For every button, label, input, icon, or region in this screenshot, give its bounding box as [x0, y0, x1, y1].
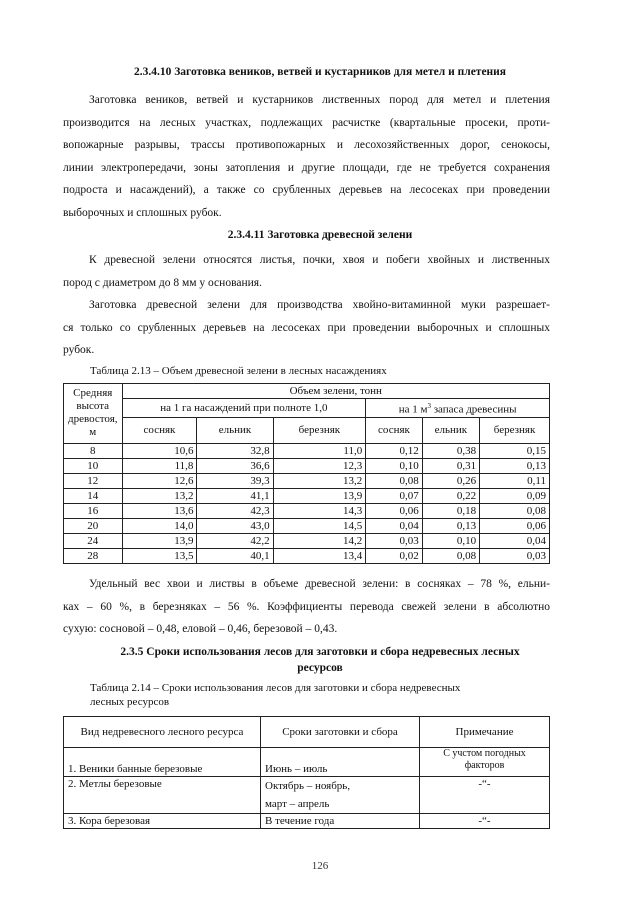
cell-note: -“- [420, 814, 550, 829]
cell-terms-line: Октябрь – ноябрь, [265, 780, 351, 792]
cell-height: 12 [64, 473, 123, 488]
cell-volume: 0,15 [480, 443, 550, 458]
text-line: подроста и насаждений), а также со срубленных деревьев на лесосеках при проведении [63, 184, 550, 196]
cell-volume: 0,04 [480, 533, 550, 548]
caption-line: лесных ресурсов [90, 696, 170, 708]
paragraph-greenery-definition [63, 249, 550, 294]
table-header-row [64, 399, 550, 418]
cell-volume: 14,5 [273, 518, 366, 533]
cell-volume: 0,09 [480, 488, 550, 503]
cell-volume: 0,11 [480, 473, 550, 488]
cell-note: С учстом погодных факторов [420, 748, 550, 777]
cell-terms [261, 777, 420, 814]
cell-volume: 0,08 [422, 548, 479, 563]
header-species: ельник [197, 417, 273, 443]
text-line: ся только со срубленных деревьев на лесосеках при проведении выборочных и сплошных [63, 321, 550, 334]
heading-line: 2.3.5 Сроки использования лесов для заготовки и сбора недревесных лесных [120, 646, 520, 658]
cell-volume: 13,5 [122, 548, 197, 563]
table-row [64, 548, 550, 563]
cell-volume: 40,1 [197, 548, 273, 563]
text-line: Заготовка древесной зелени для производства хвойно-витаминной муки разрешает- [89, 299, 550, 311]
text-line: К древесной зелени относятся листья, почки, хвоя и побеги хвойных и лиственных [89, 254, 550, 266]
cell-volume: 13,9 [122, 533, 197, 548]
cell-volume: 0,08 [366, 473, 422, 488]
cell-volume: 12,3 [273, 458, 366, 473]
cell-volume: 13,9 [273, 488, 366, 503]
cell-height: 10 [64, 458, 123, 473]
cell-height: 16 [64, 503, 123, 518]
cell-volume: 13,4 [273, 548, 366, 563]
paragraph-coefficients [63, 573, 550, 641]
header-group-per-m3-post: запаса древесины [430, 403, 517, 416]
table-row [64, 814, 550, 829]
cell-note: -“- [420, 777, 550, 814]
page-number: 126 [311, 860, 329, 872]
cell-volume: 12,6 [122, 473, 197, 488]
cell-volume: 36,6 [197, 458, 273, 473]
header-volume: Объем зелени, тонн [122, 384, 549, 399]
heading-2-3-4-10: 2.3.4.10 Заготовка веников, ветвей и кустарников для метел и плетения [133, 66, 507, 78]
cell-volume: 32,8 [197, 443, 273, 458]
heading-line: ресурсов [297, 662, 343, 674]
text-line: рубок. [63, 344, 95, 356]
cell-volume: 14,3 [273, 503, 366, 518]
caption-line: Таблица 2.14 – Сроки использования лесов для заготовки и сбора недревесных [90, 682, 461, 694]
cell-volume: 0,13 [480, 458, 550, 473]
header-species: ельник [422, 417, 479, 443]
cell-volume: 11,8 [122, 458, 197, 473]
table-row [64, 518, 550, 533]
text-line: сухую: сосновой – 0,48, еловой – 0,46, березовой – 0,43. [63, 623, 338, 635]
table-row [64, 748, 550, 777]
cell-terms: В течение года [261, 814, 420, 829]
cell-height: 24 [64, 533, 123, 548]
text-line: выборочных и сплошных рубок. [63, 206, 222, 219]
header-height: Средняя высота древостоя, м [64, 384, 123, 444]
cell-volume: 0,03 [480, 548, 550, 563]
cell-volume: 0,06 [366, 503, 422, 518]
table-2-13 [63, 383, 550, 564]
table-row [64, 488, 550, 503]
cell-volume: 39,3 [197, 473, 273, 488]
header-species: березняк [480, 417, 550, 443]
cell-volume: 0,10 [366, 458, 422, 473]
table-row [64, 777, 550, 814]
table-header-row [64, 384, 550, 399]
header-note: Примечание [420, 717, 550, 748]
cell-volume: 14,2 [273, 533, 366, 548]
cell-height: 20 [64, 518, 123, 533]
header-group-per-m3 [366, 399, 550, 418]
paragraph-2-3-4-10 [63, 89, 550, 224]
table-row [64, 443, 550, 458]
cell-volume: 0,07 [366, 488, 422, 503]
table-row [64, 473, 550, 488]
cell-volume: 0,18 [422, 503, 479, 518]
header-group-per-ha: на 1 га насаждений при полноте 1,0 [122, 399, 366, 418]
table-row [64, 458, 550, 473]
text-line: вопожарные разрывы, трассы противопожарных и лесохозяйственных дорог, сенокосы, [63, 139, 550, 151]
cell-volume: 14,0 [122, 518, 197, 533]
cell-volume: 0,38 [422, 443, 479, 458]
table-2-13-caption: Таблица 2.13 – Объем древесной зелени в лесных насаждениях [90, 365, 387, 377]
cell-volume: 0,10 [422, 533, 479, 548]
cell-volume: 0,22 [422, 488, 479, 503]
cell-volume: 43,0 [197, 518, 273, 533]
table-2-13-body [64, 443, 550, 563]
header-group-per-m3-sup: 3 [427, 402, 431, 410]
table-header-row [64, 417, 550, 443]
text-line: Заготовка веников, ветвей и кустарников лиственных пород для метел и плетения [89, 94, 550, 106]
cell-volume: 0,12 [366, 443, 422, 458]
cell-volume: 13,2 [122, 488, 197, 503]
header-species: сосняк [366, 417, 422, 443]
cell-volume: 0,06 [480, 518, 550, 533]
cell-resource: 2. Метлы березовые [64, 777, 261, 814]
cell-terms: Июнь – июль [261, 748, 420, 777]
cell-volume: 42,3 [197, 503, 273, 518]
table-2-14-caption [90, 681, 460, 709]
cell-volume: 10,6 [122, 443, 197, 458]
cell-volume: 0,13 [422, 518, 479, 533]
header-group-per-m3-pre: на 1 м [398, 403, 428, 416]
table-2-14 [63, 716, 550, 829]
table-row [64, 533, 550, 548]
heading-2-3-4-11: 2.3.4.11 Заготовка древесной зелени [227, 229, 413, 241]
cell-volume: 41,1 [197, 488, 273, 503]
cell-volume: 0,03 [366, 533, 422, 548]
cell-resource: 3. Кора березовая [64, 814, 261, 829]
text-line: производится на лесных участках, подлежащих расчистке (квартальные просеки, проти- [63, 116, 550, 129]
text-line: Удельный вес хвои и листвы в объеме древесной зелени: в сосняках – 78 %, ельни- [89, 578, 550, 590]
cell-volume: 11,0 [273, 443, 366, 458]
cell-height: 28 [64, 548, 123, 563]
table-header-row [64, 717, 550, 748]
heading-2-3-5 [80, 644, 560, 676]
paragraph-greenery-harvest [63, 294, 550, 362]
header-species: сосняк [122, 417, 197, 443]
cell-volume: 13,2 [273, 473, 366, 488]
header-species: березняк [273, 417, 366, 443]
header-terms: Сроки заготовки и сбора [261, 717, 420, 748]
cell-resource: 1. Веники банные березовые [64, 748, 261, 777]
cell-volume: 0,02 [366, 548, 422, 563]
cell-volume: 0,31 [422, 458, 479, 473]
cell-volume: 0,08 [480, 503, 550, 518]
cell-volume: 0,04 [366, 518, 422, 533]
text-line: ках – 60 %, в березняках – 56 %. Коэффициенты перевода свежей зелени в абсолютно [63, 600, 550, 613]
text-line: линии электропередачи, зоны затопления и другие площади, где не требуется сохранения [63, 161, 550, 174]
cell-height: 14 [64, 488, 123, 503]
cell-volume: 42,2 [197, 533, 273, 548]
header-resource: Вид недревесного лесного ресурса [64, 717, 261, 748]
cell-volume: 0,26 [422, 473, 479, 488]
table-row [64, 503, 550, 518]
cell-volume: 13,6 [122, 503, 197, 518]
cell-terms-line: март – апрель [265, 798, 330, 810]
cell-height: 8 [64, 443, 123, 458]
text-line: пород с диаметром до 8 мм у основания. [63, 276, 262, 289]
